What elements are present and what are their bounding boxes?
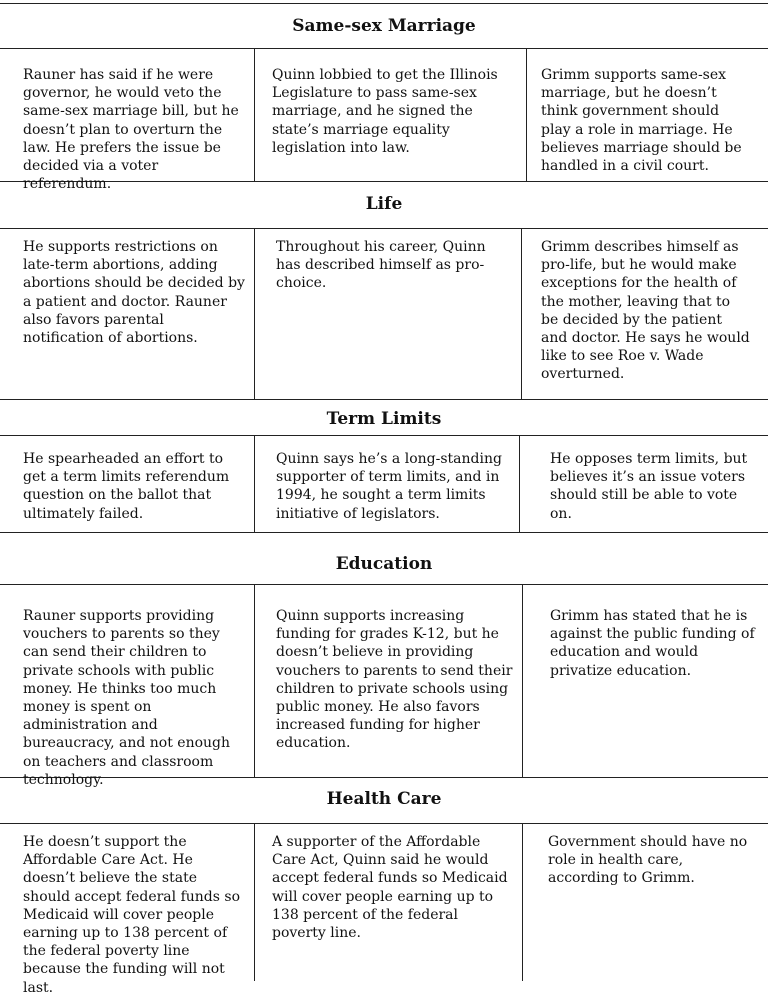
table-rule (0, 48, 768, 49)
rauner-term-limits: He spearheaded an effort to get a term limits referendum question on the ballot that ultimately failed. (23, 451, 230, 522)
quinn-health-care: A supporter of the Affordable Care Act, Quinn said he would accept federal funds so Medicaid will cover people earning up to 138 percent of the federal poverty line. (272, 834, 508, 942)
grimm-term-limits: He opposes term limits, but believes it’s an issue voters should still be able to vote on. (550, 451, 748, 522)
section-heading-term-limits: Term Limits (326, 409, 442, 429)
quinn-life: Throughout his career, Quinn has described himself as pro-choice. (276, 239, 486, 292)
table-rule (0, 3, 768, 4)
column-divider (254, 584, 255, 777)
table-rule (0, 399, 768, 400)
rauner-same-sex-marriage: Rauner has said if he were governor, he would veto the same-sex marriage bill, but he doesn’t plan to overturn the law. He prefers the issue be decided via a voter referendum. (23, 67, 239, 193)
table-rule (0, 823, 768, 824)
column-divider (519, 435, 520, 532)
section-heading-life: Life (365, 194, 403, 214)
rauner-life: He supports restrictions on late-term abortions, adding abortions should be decided by a patient and doctor. Rauner also favors parental notification of abortions. (23, 239, 245, 347)
table-rule (0, 584, 768, 585)
column-divider (526, 48, 527, 181)
column-divider (254, 435, 255, 532)
grimm-health-care: Government should have no role in health care, according to Grimm. (548, 834, 748, 887)
column-divider (254, 48, 255, 181)
section-heading-education: Education (335, 554, 433, 574)
quinn-term-limits: Quinn says he’s a long-standing supporter of term limits, and in 1994, he sought a term limits initiative of legislators. (276, 451, 502, 522)
table-rule (0, 228, 768, 229)
column-divider (522, 823, 523, 981)
table-rule (0, 532, 768, 533)
column-divider (522, 584, 523, 777)
section-heading-health-care: Health Care (326, 789, 442, 809)
rauner-health-care: He doesn’t support the Affordable Care Act. He doesn’t believe the state should accept federal funds so Medicaid will cover people earning up to 138 percent of the federal poverty line because the funding will not last. (23, 834, 240, 996)
rauner-education: Rauner supports providing vouchers to parents so they can send their children to private schools with public money. He thinks too much money is spent on administration and bureaucracy, and not enough on teachers and classroom technology. (23, 608, 231, 788)
quinn-education: Quinn supports increasing funding for grades K-12, but he doesn’t believe in providing vouchers to parents to send their children to private schools using public money. He also favors increased funding for higher education. (276, 608, 513, 752)
section-heading-same-sex-marriage: Same-sex Marriage (292, 16, 476, 36)
grimm-same-sex-marriage: Grimm supports same-sex marriage, but he doesn’t think government should play a role in marriage. He believes marriage should be handled in a civil court. (541, 67, 742, 175)
column-divider (521, 228, 522, 399)
table-rule (0, 435, 768, 436)
column-divider (254, 228, 255, 399)
column-divider (254, 823, 255, 981)
grimm-education: Grimm has stated that he is against the public funding of education and would privatize education. (550, 608, 755, 679)
quinn-same-sex-marriage: Quinn lobbied to get the Illinois Legislature to pass same-sex marriage, and he signed the state’s marriage equality legislation into law. (272, 67, 498, 156)
grimm-life: Grimm describes himself as pro-life, but he would make exceptions for the health of the mother, leaving that to be decided by the patient and doctor. He says he would like to see Roe v. Wade overturned. (541, 239, 750, 383)
